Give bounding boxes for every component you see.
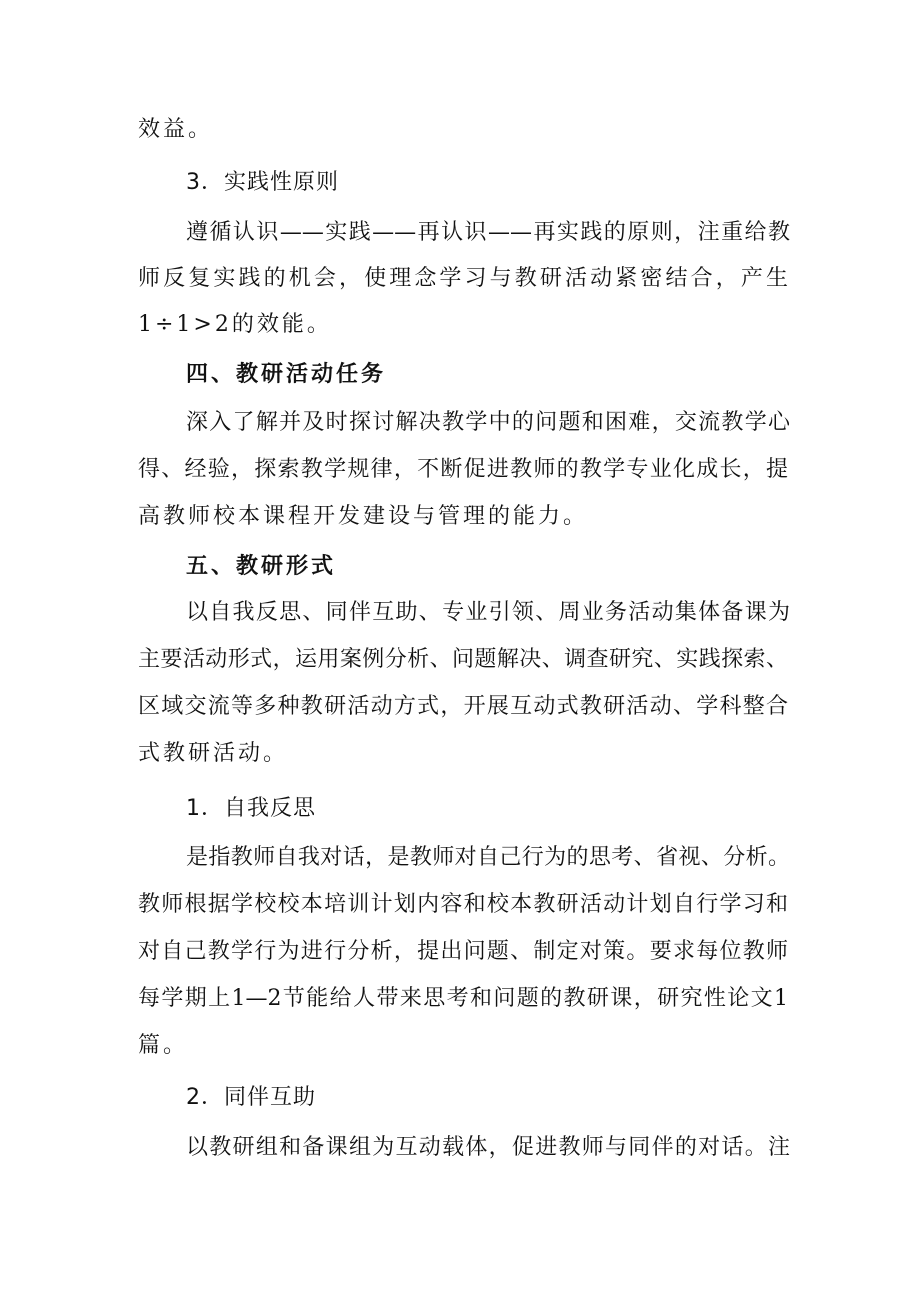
text-line: 以教研组和备课组为互动载体，促进教师与同伴的对话。注: [186, 1135, 790, 1160]
subsection-title: 2．同伴互助: [186, 1085, 316, 1110]
text-line: 区域交流等多种教研活动方式，开展互动式教研活动、学科整合: [138, 694, 788, 719]
subsection-title: 3．实践性原则: [186, 170, 339, 195]
text-line: 遵循认识——实践——再认识——再实践的原则，注重给教: [186, 220, 790, 245]
text-line: 式教研活动。: [138, 741, 289, 766]
text-line: 1÷1>2的效能。: [138, 312, 332, 337]
text-line: 主要活动形式，运用案例分析、问题解决、调查研究、实践探索、: [138, 647, 788, 672]
subsection-title: 1．自我反思: [186, 796, 316, 821]
text-line: 效益。: [138, 117, 214, 142]
text-line: 每学期上1—2节能给人带来思考和问题的教研课，研究性论文1: [138, 986, 788, 1011]
section-heading: 五、教研形式: [186, 554, 337, 579]
text-line: 教师根据学校校本培训计划内容和校本教研活动计划自行学习和: [138, 892, 788, 917]
text-line: 得、经验，探索教学规律，不断促进教师的教学专业化成长，提: [138, 457, 788, 482]
text-line: 深入了解并及时探讨解决教学中的问题和困难，交流教学心: [186, 410, 790, 435]
section-heading: 四、教研活动任务: [186, 362, 387, 387]
text-line: 对自己教学行为进行分析，提出问题、制定对策。要求每位教师: [138, 939, 788, 964]
text-line: 篇。: [138, 1033, 189, 1058]
text-line: 师反复实践的机会，使理念学习与教研活动紧密结合，产生: [138, 266, 788, 291]
text-line: 高教师校本课程开发建设与管理的能力。: [138, 504, 589, 529]
text-line: 以自我反思、同伴互助、专业引领、周业务活动集体备课为: [186, 600, 790, 625]
text-line: 是指教师自我对话，是教师对自己行为的思考、省视、分析。: [186, 845, 790, 870]
